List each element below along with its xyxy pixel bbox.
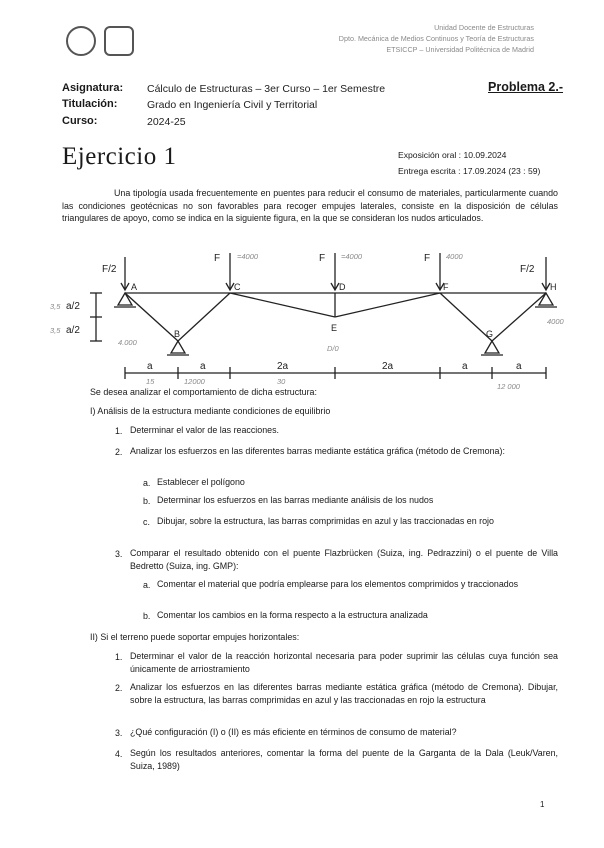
hand-dim-a: 15: [146, 377, 155, 386]
institution-line-3: ETSICCP – Universidad Politécnica de Madrid: [386, 45, 534, 54]
node-a: A: [131, 282, 138, 292]
support-b: [171, 341, 185, 353]
part2-item-4-num: 4.: [115, 749, 123, 759]
load-label-d: F: [319, 253, 326, 264]
part2-item-1: Determinar el valor de la reacción horizontal necesaria para poder suprimir las células cuya función sea únicamente de arriostramiento: [130, 651, 558, 674]
height-label-bottom: a/2: [66, 325, 80, 336]
part1-item-2b-num: b.: [143, 496, 151, 506]
dim-a-1: a: [147, 361, 153, 372]
bar-a-b: [125, 293, 181, 341]
hand-reaction-right: 4000: [547, 317, 564, 326]
part1-item-3: Comparar el resultado obtenido con el puente Flazbrücken (Suiza, ing. Pedrazzini) o el puente de Villa Bedretto (Suiza, ing. GMP):: [130, 548, 558, 571]
dim-a-2: a: [200, 361, 206, 372]
part1-item-2c-num: c.: [143, 517, 150, 527]
hand-reaction-left: 4.000: [118, 338, 137, 347]
dim-a-4: a: [516, 361, 522, 372]
node-f: F: [443, 282, 449, 292]
part2-item-3: ¿Qué configuración (I) o (II) es más eficiente en términos de consumo de material?: [130, 727, 457, 737]
hand-support-g: 12 000: [497, 382, 520, 391]
school-crest-logo: [104, 26, 134, 56]
part1-item-3a-num: a.: [143, 580, 151, 590]
hand-height-1: 3,5: [50, 302, 61, 311]
problem-label: Problema 2.-: [488, 80, 564, 94]
part1-item-3b-num: b.: [143, 611, 151, 621]
intro-text: Una tipología usada frecuentemente en puentes para reducir el consumo de materiales, particularmente cuando las condiciones geotécnicas no son favorables para recoger empujes laterales, consiste en la disposición de células triangulares de apoyo, como se indica en la siguiente figura, en la que se consideran los nudos articulados.: [62, 188, 558, 224]
hand-mid: D/0: [327, 344, 339, 353]
bar-c-e: [230, 293, 335, 317]
titulacion-value: Grado en Ingeniería Civil y Territorial: [147, 99, 318, 111]
curso-value: 2024-25: [147, 116, 186, 128]
intro-paragraph: [62, 187, 558, 225]
height-label-top: a/2: [66, 301, 80, 312]
node-b: B: [174, 329, 181, 339]
bar-f-g: [440, 293, 492, 341]
part2-item-4: Según los resultados anteriores, comentar la forma del puente de la Garganta de la Dala (Leuk/Varen, Suiza, 1989): [130, 748, 558, 771]
part1-item-3b: Comentar los cambios en la forma respecto a la estructura analizada: [157, 610, 428, 620]
part2-item-2-num: 2.: [115, 683, 123, 693]
part1-heading: I) Análisis de la estructura mediante condiciones de equilibrio: [90, 406, 331, 416]
node-g: G: [486, 329, 494, 339]
part1-item-3-num: 3.: [115, 549, 123, 559]
part1-item-2: Analizar los esfuerzos en las diferentes barras mediante estática gráfica (método de Cremona):: [130, 446, 505, 456]
load-label-h: F/2: [520, 264, 535, 275]
dim-a-3: a: [462, 361, 468, 372]
support-g: [485, 341, 499, 353]
university-logo: [66, 26, 96, 56]
part2-item-3-num: 3.: [115, 728, 123, 738]
hand-load-c: =4000: [237, 252, 259, 261]
lead-sentence: Se desea analizar el comportamiento de dicha estructura:: [90, 387, 317, 397]
hand-dim-2a: 30: [277, 377, 286, 386]
load-label-a: F/2: [102, 264, 117, 275]
node-c: C: [234, 282, 241, 292]
curso-label: Curso:: [62, 115, 98, 127]
part1-item-2-num: 2.: [115, 447, 123, 457]
hand-load-f: 4000: [446, 252, 463, 261]
node-h: H: [550, 282, 557, 292]
exercise-title: Ejercicio 1: [62, 143, 177, 170]
asignatura-label: Asignatura:: [62, 82, 124, 94]
part2-item-2: Analizar los esfuerzos en las diferentes barras mediante estática gráfica (método de Cremona). Dibujar, sobre la estructura, las barras comprimidas en azul y las traccionadas en rojo la estructura: [130, 682, 558, 705]
part1-item-1: Determinar el valor de las reacciones.: [130, 425, 279, 435]
institution-line-2: Dpto. Mecánica de Medios Continuos y Teoría de Estructuras: [338, 34, 534, 43]
load-label-c: F: [214, 253, 221, 264]
node-e: E: [331, 323, 338, 333]
written-date: Entrega escrita : 17.09.2024 (23 : 59): [398, 166, 541, 176]
node-d: D: [339, 282, 346, 292]
hand-height-2: 3,5: [50, 326, 61, 335]
part2-item-1-num: 1.: [115, 652, 123, 662]
titulacion-label: Titulación:: [62, 98, 118, 110]
truss-figure: [0, 245, 604, 405]
part1-item-2c: Dibujar, sobre la estructura, las barras comprimidas en azul y las traccionadas en rojo: [157, 516, 494, 526]
part1-item-2b: Determinar los esfuerzos en las barras mediante análisis de los nudos: [157, 495, 434, 505]
hand-load-d: =4000: [341, 252, 363, 261]
support-a: [118, 293, 132, 305]
dim-2a-1: 2a: [277, 361, 289, 372]
institution-line-1: Unidad Docente de Estructuras: [434, 23, 534, 32]
part1-item-2a-num: a.: [143, 478, 151, 488]
page-number: 1: [540, 800, 545, 809]
bar-e-f: [335, 293, 440, 317]
hand-support-b: 12000: [184, 377, 205, 386]
dim-2a-2: 2a: [382, 361, 394, 372]
bar-g-h: [492, 293, 546, 341]
part1-item-3a: Comentar el material que podría emplearse para los elementos comprimidos y traccionados: [157, 579, 519, 589]
part2-heading: II) Si el terreno puede soportar empujes horizontales:: [90, 632, 300, 642]
asignatura-value: Cálculo de Estructuras – 3er Curso – 1er Semestre: [147, 83, 386, 95]
part1-item-2a: Establecer el polígono: [157, 477, 245, 487]
bar-b-c: [178, 293, 230, 341]
oral-date: Exposición oral : 10.09.2024: [398, 150, 507, 160]
part1-item-1-num: 1.: [115, 426, 123, 436]
load-label-f: F: [424, 253, 431, 264]
support-h: [539, 293, 553, 305]
